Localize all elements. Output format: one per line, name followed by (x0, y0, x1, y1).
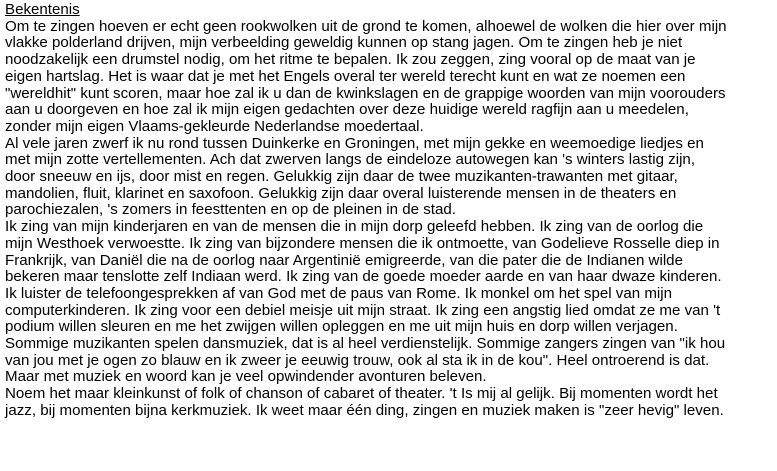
text-line-23: Noem het maar kleinkunst of folk of chanson of cabaret of theater. 't Is mij al gelijk. Bij momenten wordt het (5, 385, 718, 403)
text-line-24: jazz, bij momenten bijna kerkmuziek. Ik weet maar één ding, zingen en muziek maken is "zeer hevig" leven. (5, 401, 724, 419)
text-line-5: "wereldhit" kunt scoren, maar hoe zal ik u dan de kwinkslagen en de grappige woorden van mijn voorouders (5, 84, 726, 102)
text-line-6: aan u doorgeven en hoe zal ik mijn eigen gedachten over deze huidige wereld ragfijn aan u meedelen, (5, 101, 689, 119)
text-line-19: podium willen sleuren en me het zwijgen willen opleggen en me uit mijn huis en dorp willen verjagen. (5, 318, 678, 336)
text-line-20: Sommige muzikanten spelen dansmuziek, dat is al heel verdienstelijk. Sommige zangers zingen van "ik hou (5, 335, 726, 353)
text-line-13: Ik zing van mijn kinderjaren en van de mensen die in mijn dorp geleefd hebben. Ik zing van de oorlog die (5, 218, 704, 236)
text-line-12: parochiezalen, 's zomers in feesttenten en op de pleinen in de stad. (5, 201, 456, 219)
text-line-11: mandolien, fluit, klarinet en saxofoon. Gelukkig zijn daar overal luisterende mensen in de theaters en (5, 184, 677, 202)
text-line-1: Om te zingen hoeven er echt geen rookwolken uit de grond te komen, alhoewel de wolken die hier over mijn (5, 17, 727, 35)
text-line-8: Al vele jaren zwerf ik nu rond tussen Duinkerke en Groningen, met mijn gekke en weemoedige liedjes en (5, 134, 704, 152)
text-line-16: bekeren maar tenslotte zelf Indiaan werd. Ik zing van de goede moeder aarde en van haar dwaze kinderen. (5, 268, 722, 286)
text-line-3: noodzakelijk een drumstel nodig, om het ritme te bepalen. Ik zou zeggen, zing vooral op de maat van je (5, 51, 696, 69)
text-line-2: vlakke polderland drijven, mijn verbeelding geweldig kunnen op stang jagen. Om te zingen heb je niet (5, 34, 683, 52)
text-line-7: zonder mijn eigen Vlaams-gekleurde Nederlandse moedertaal. (5, 117, 424, 135)
text-line-18: computerkinderen. Ik zing voor een debiel meisje uit mijn straat. Ik zing een angstig lied omdat ze me van 't (5, 301, 721, 319)
text-line-10: door sneeuw en ijs, door mist en regen. Gelukkig zijn daar de twee muzikanten-trawanten met gitaar, (5, 168, 678, 186)
text-line-21: van jou met je ogen zo blauw en ik zweer je eeuwig trouw, ook al sta ik in de kou". Heel ontroerend is dat. (5, 351, 710, 369)
text-line-14: mijn Westhoek verwoestte. Ik zing van bijzondere mensen die ik ontmoette, van Godelieve Rosselle diep in (5, 234, 720, 252)
text-line-22: Maar met muziek en woord kan je veel opwindender avonturen beleven. (5, 368, 487, 386)
text-line-4: eigen hartslag. Het is waar dat je met het Engels overal ter wereld terecht kunt en wat ze noemen een (5, 67, 686, 85)
text-line-9: met mijn zotte vertellementen. Ach dat zwerven langs de eindeloze autowegen kan 's winters lastig zijn, (5, 151, 696, 169)
text-line-17: Ik luister de telefoongesprekken af van God met de paus van Rome. Ik monkel om het spel van mijn (5, 284, 672, 302)
document-title: Bekentenis (5, 1, 80, 18)
document-body (5, 2, 773, 420)
text-line-15: Frankrijk, van Daniël die na de oorlog naar Argentinië emigreerde, van die pater die de Indianen wilde (5, 251, 683, 269)
